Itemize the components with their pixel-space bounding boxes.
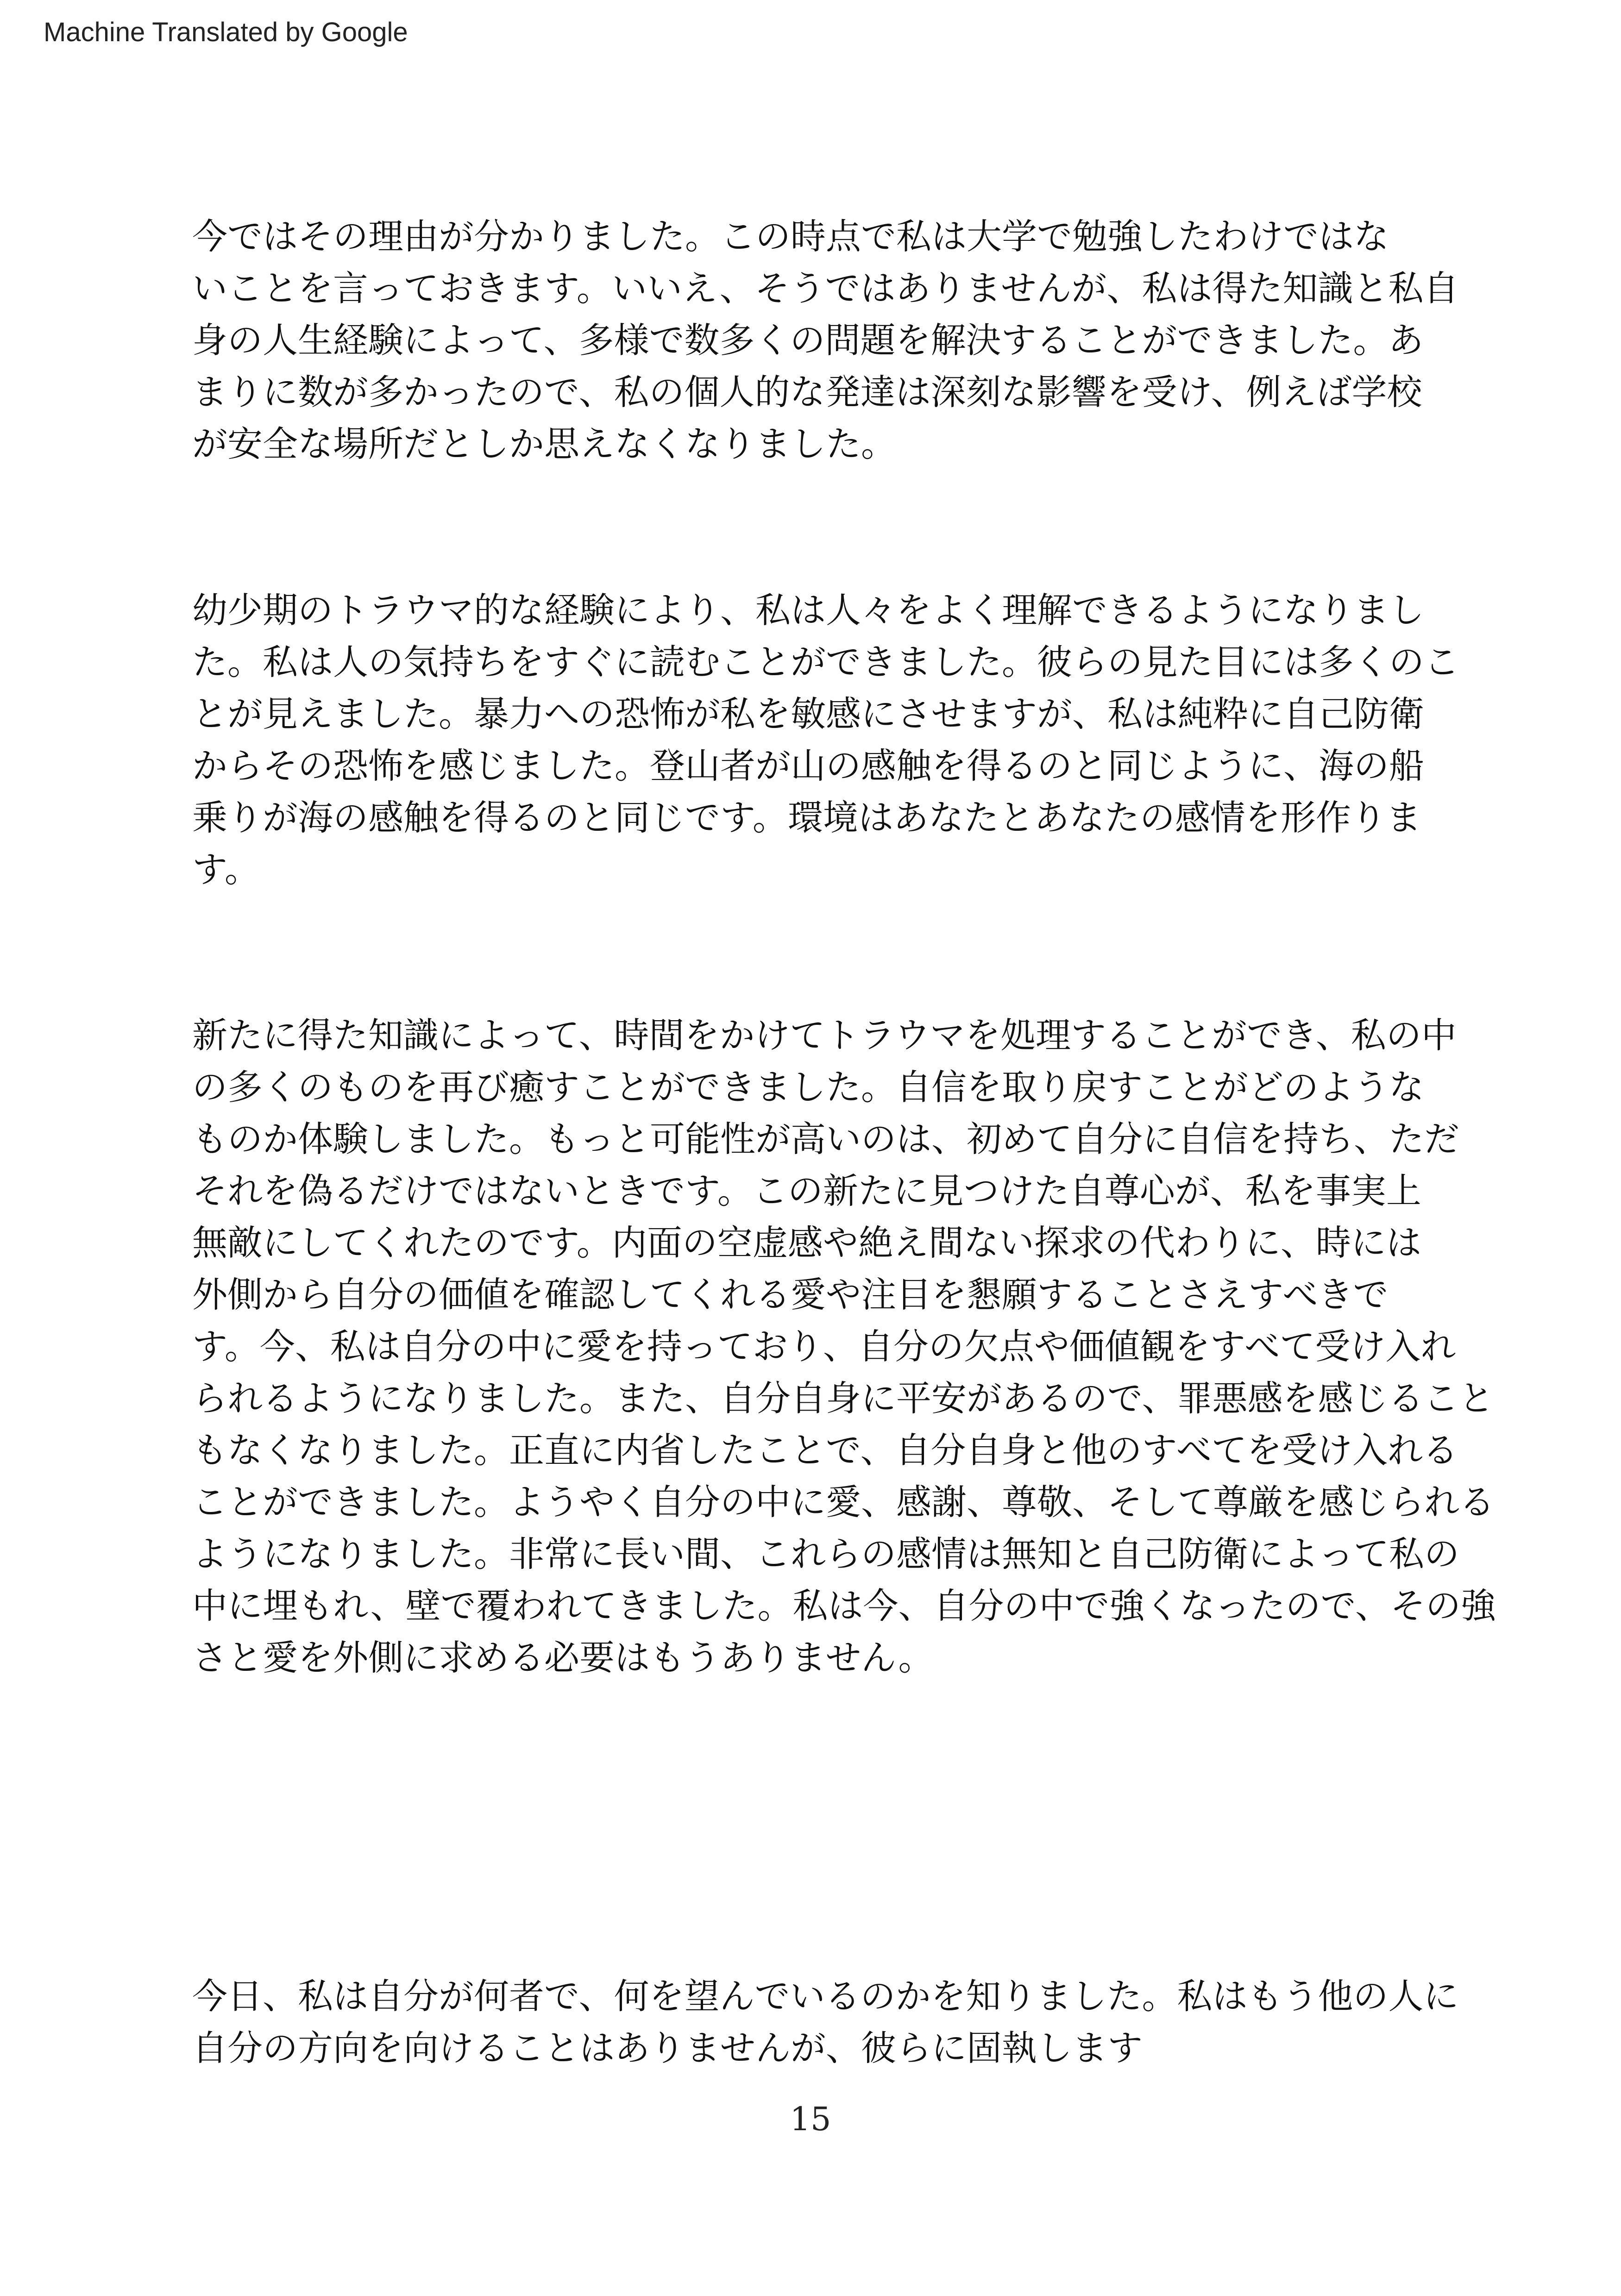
paragraph-line: 幼少期のトラウマ的な経験により、私は人々をよく理解できるようになりまし bbox=[192, 590, 1424, 631]
paragraph-line: それを偽るだけではないときです。この新たに見つけた自尊心が、私を事実上 bbox=[192, 1170, 1421, 1211]
paragraph-line: す。 bbox=[192, 849, 260, 890]
paragraph-line: 新たに得た知識によって、時間をかけてトラウマを処理することができ、私の中 bbox=[192, 1015, 1457, 1056]
paragraph-line: まりに数が多かったので、私の個人的な発達は深刻な影響を受け、例えば学校 bbox=[192, 371, 1422, 413]
paragraph-line: ものか体験しました。もっと可能性が高いのは、初めて自分に自信を持ち、ただ bbox=[192, 1118, 1459, 1160]
paragraph-line: 外側から自分の価値を確認してくれる愛や注目を懇願することさえすべきで bbox=[192, 1274, 1389, 1315]
machine-translation-note: Machine Translated by Google bbox=[44, 17, 408, 47]
paragraph-1 bbox=[192, 211, 1480, 470]
paragraph-line: 無敵にしてくれたのです。内面の空虚感や絶え間ない探求の代わりに、時には bbox=[192, 1222, 1421, 1263]
page-number: 15 bbox=[790, 2100, 831, 2138]
paragraph-line: からその恐怖を感じました。登山者が山の感触を得るのと同じように、海の船 bbox=[192, 745, 1424, 786]
paragraph-2 bbox=[192, 584, 1480, 896]
paragraph-line: 乗りが海の感触を得るのと同じです。環境はあなたとあなたの感情を形作りま bbox=[192, 797, 1421, 838]
paragraph-line: 今ではその理由が分かりました。この時点で私は大学で勉強したわけではな bbox=[192, 216, 1389, 257]
paragraph-line: 身の人生経験によって、多様で数多くの問題を解決することができました。あ bbox=[192, 320, 1424, 361]
paragraph-line: もなくなりました。正直に内省したことで、自分自身と他のすべてを受け入れる bbox=[192, 1430, 1458, 1471]
paragraph-line: いことを言っておきます。いいえ、そうではありませんが、私は得た知識と私自 bbox=[192, 268, 1459, 309]
paragraph-line: ようになりました。非常に長い間、これらの感情は無知と自己防衛によって私の bbox=[192, 1533, 1459, 1575]
paragraph-3 bbox=[192, 1010, 1496, 1684]
paragraph-line: 今日、私は自分が何者で、何を望んでいるのかを知りました。私はもう他の人に bbox=[192, 1976, 1459, 2017]
paragraph-line: す。今、私は自分の中に愛を持っており、自分の欠点や価値観をすべて受け入れ bbox=[192, 1326, 1456, 1367]
paragraph-line: の多くのものを再び癒すことができました。自信を取り戻すことがどのような bbox=[192, 1066, 1424, 1108]
paragraph-line: 自分の方向を向けることはありませんが、彼らに固執します bbox=[192, 2027, 1143, 2069]
paragraph-4 bbox=[192, 1970, 1480, 2074]
paragraph-line: さと愛を外側に求める必要はもうありません。 bbox=[192, 1637, 934, 1678]
paragraph-line: られるようになりました。また、自分自身に平安があるので、罪悪感を感じること bbox=[192, 1378, 1494, 1419]
paragraph-line: 中に埋もれ、壁で覆われてきました。私は今、自分の中で強くなったので、その強 bbox=[192, 1585, 1496, 1626]
paragraph-line: た。私は人の気持ちをすぐに読むことができました。彼らの見た目には多くのこ bbox=[192, 641, 1459, 683]
paragraph-line: ことができました。ようやく自分の中に愛、感謝、尊敬、そして尊厳を感じられる bbox=[192, 1481, 1495, 1523]
paragraph-line: が安全な場所だとしか思えなくなりました。 bbox=[192, 423, 896, 464]
paragraph-line: とが見えました。暴力への恐怖が私を敏感にさせますが、私は純粋に自己防衛 bbox=[192, 693, 1424, 734]
